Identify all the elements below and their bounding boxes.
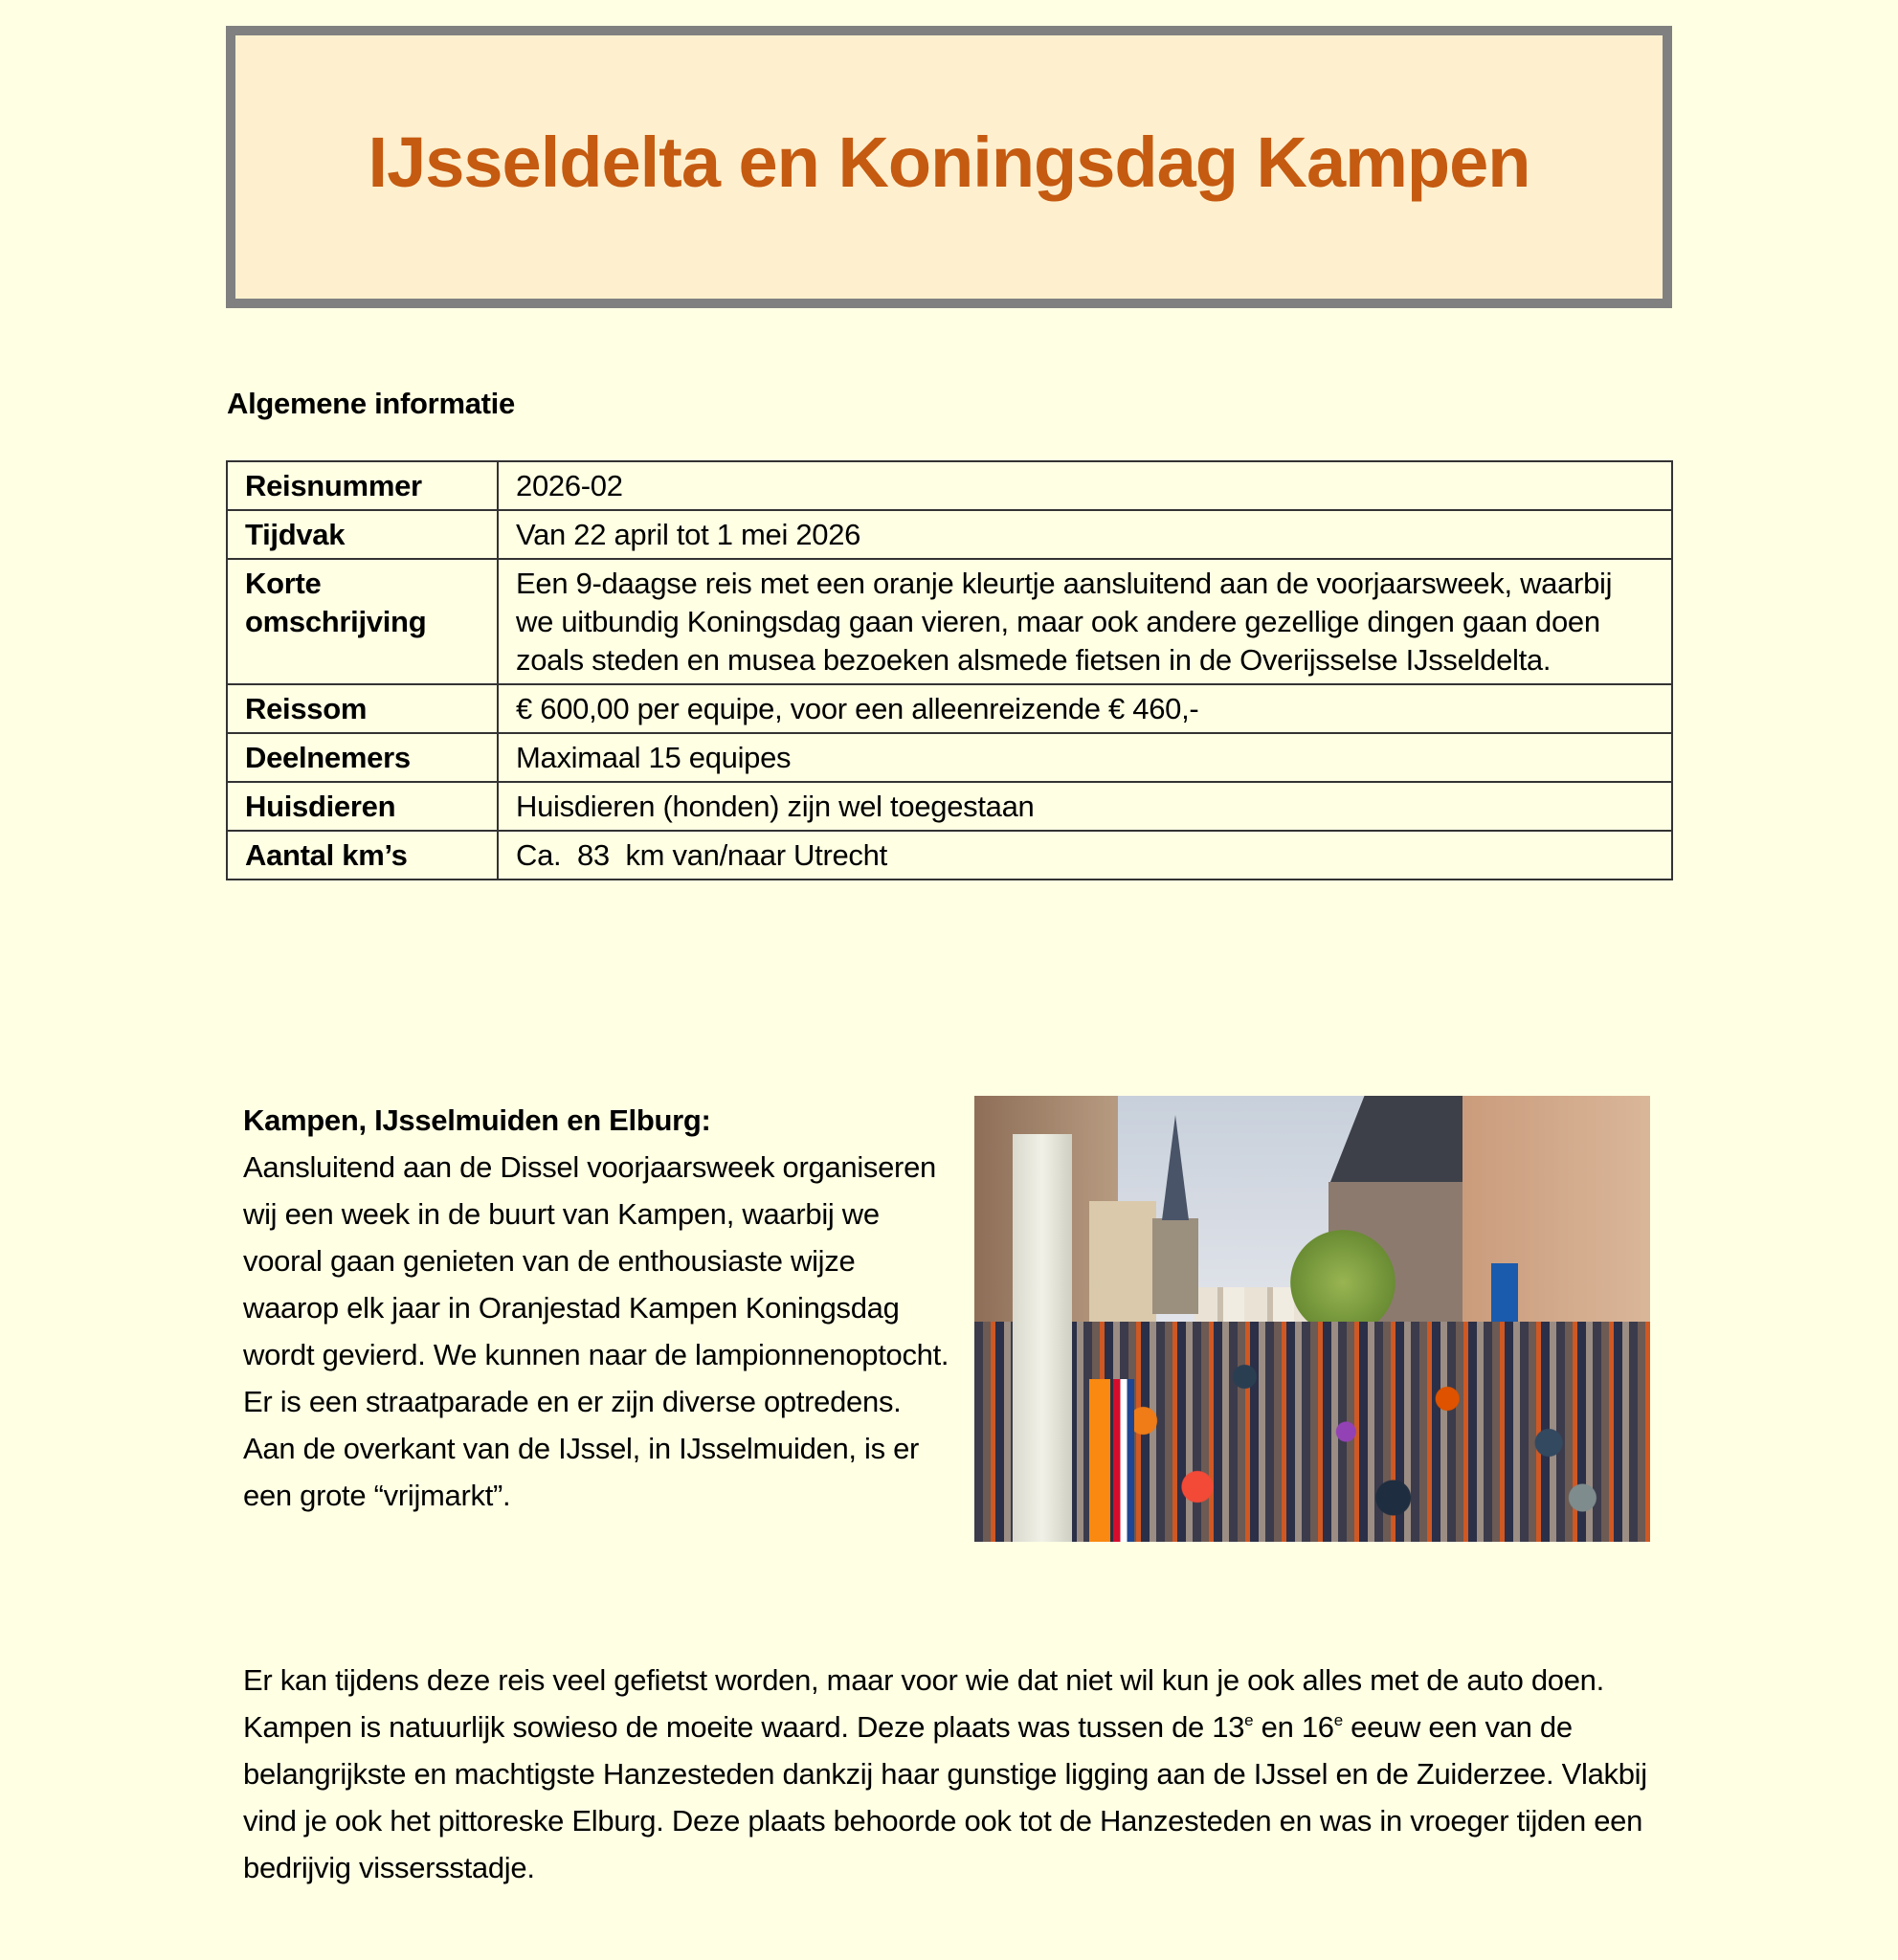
kampen-section	[243, 1097, 951, 1519]
row-value: Een 9-daagse reis met een oranje kleurtje aansluitend aan de voorjaarsweek, waarbij we uitbundig Koningsdag gaan vieren, maar ook andere gezellige dingen gaan doen zoals steden en musea bezoeken alsmede fietsen in de Overijsselse IJsseldelta.	[498, 559, 1672, 684]
row-label: Deelnemers	[227, 733, 498, 782]
table-row	[227, 684, 1672, 733]
flag-red-white-blue-2	[1113, 1379, 1134, 1542]
church-tower	[1152, 1218, 1198, 1314]
closing-text-2: en 16	[1253, 1710, 1334, 1744]
table-row	[227, 733, 1672, 782]
photo-tree	[1290, 1230, 1396, 1335]
row-label: Reissom	[227, 684, 498, 733]
superscript-e: e	[1333, 1711, 1343, 1729]
row-label: Aantal km’s	[227, 831, 498, 880]
row-value: € 600,00 per equipe, voor een alleenreizende € 460,-	[498, 684, 1672, 733]
table-row	[227, 831, 1672, 880]
kampen-paragraph: Aansluitend aan de Dissel voorjaarsweek organiseren wij een week in de buurt van Kampen, waarbij we vooral gaan genieten van de enthousiaste wijze waarop elk jaar in Oranjestad Kampen Koningsdag wordt gevierd. We kunnen naar de lampionnenoptocht. Er is een straatparade en er zijn diverse optredens. Aan de overkant van de IJssel, in IJsselmuiden, is er een grote “vrijmarkt”.	[243, 1150, 949, 1512]
row-value: Huisdieren (honden) zijn wel toegestaan	[498, 782, 1672, 831]
general-info-table	[226, 460, 1673, 880]
title-box	[226, 26, 1672, 308]
photo-crowd	[974, 1322, 1650, 1542]
table-row	[227, 782, 1672, 831]
section-heading-general-info: Algemene informatie	[227, 387, 515, 420]
church-spire	[1162, 1115, 1189, 1220]
row-value: Ca. 83 km van/naar Utrecht	[498, 831, 1672, 880]
koningsdag-photo	[974, 1096, 1650, 1542]
row-label: Korte omschrijving	[227, 559, 498, 684]
photo-column	[1013, 1134, 1072, 1542]
closing-paragraph	[243, 1657, 1679, 1891]
table-row	[227, 510, 1672, 559]
row-label: Reisnummer	[227, 461, 498, 510]
table-row	[227, 559, 1672, 684]
superscript-e: e	[1244, 1711, 1254, 1729]
row-label: Tijdvak	[227, 510, 498, 559]
flag-orange	[1089, 1379, 1110, 1542]
closing-text-1: Er kan tijdens deze reis veel gefietst worden, maar voor wie dat niet wil kun je ook alles met de auto doen. Kampen is natuurlijk sowieso de moeite waard. Deze plaats was tussen de 13	[243, 1663, 1604, 1744]
page-title: IJsseldelta en Koningsdag Kampen	[368, 122, 1530, 202]
row-value: Van 22 april tot 1 mei 2026	[498, 510, 1672, 559]
row-value: Maximaal 15 equipes	[498, 733, 1672, 782]
closing-text-3: eeuw een van de belangrijkste en machtigste Hanzesteden dankzij haar gunstige ligging aan de IJssel en de Zuiderzee. Vlakbij vind je ook het pittoreske Elburg. Deze plaats behoorde ook tot de Hanzesteden en was in vroeger tijden een bedrijvig vissersstadje.	[243, 1710, 1647, 1884]
row-label: Huisdieren	[227, 782, 498, 831]
row-value: 2026-02	[498, 461, 1672, 510]
table-row	[227, 461, 1672, 510]
kampen-heading: Kampen, IJsselmuiden en Elburg:	[243, 1103, 711, 1137]
